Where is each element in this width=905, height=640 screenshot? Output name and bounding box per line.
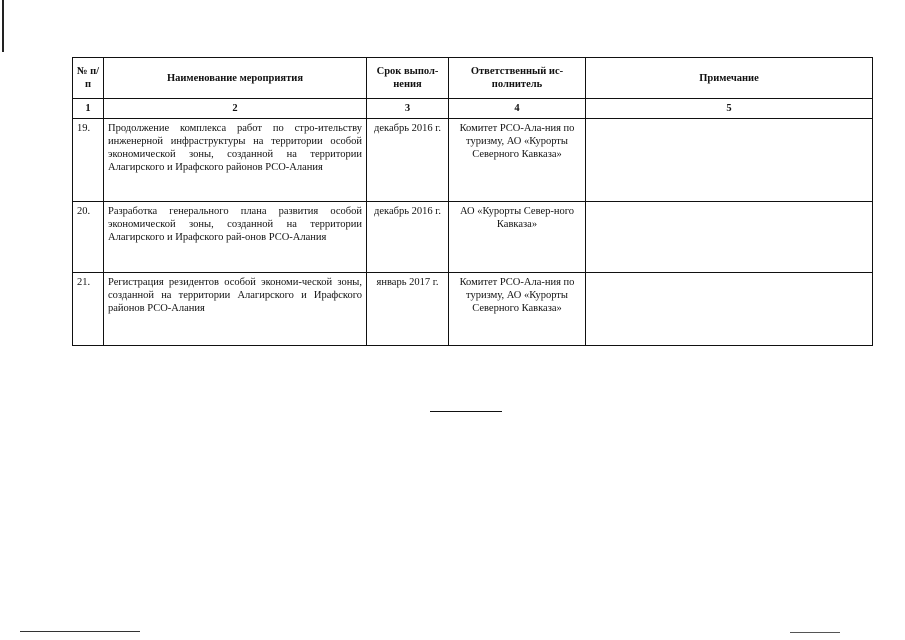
table-row xyxy=(73,119,873,202)
events-table xyxy=(72,57,873,346)
end-separator-line xyxy=(430,411,502,412)
deadline: январь 2017 г. xyxy=(367,273,449,346)
responsible: Комитет РСО-Ала-ния по туризму, АО «Курорты Северного Кавказа» xyxy=(449,273,586,346)
responsible: АО «Курорты Север-ного Кавказа» xyxy=(449,202,586,273)
note xyxy=(586,202,873,273)
header-number: № п/п xyxy=(73,58,104,99)
header-responsible: Ответственный ис-полнитель xyxy=(449,58,586,99)
note xyxy=(586,119,873,202)
scan-bottom-mark xyxy=(20,631,140,632)
header-row xyxy=(73,58,873,99)
header-event-name: Наименование мероприятия xyxy=(104,58,367,99)
event-name: Регистрация резидентов особой экономи-ческой зоны, созданной на территории Алагирского и Ирафского районов РСО-Алания xyxy=(104,273,367,346)
column-number: 2 xyxy=(104,99,367,119)
header-deadline: Срок выпол-нения xyxy=(367,58,449,99)
event-name: Продолжение комплекса работ по стро-ительству инженерной инфраструктуры на территории особой экономической зоны, созданной на территории Алагирского и Ирафского районов РСО-Алания xyxy=(104,119,367,202)
column-number-row xyxy=(73,99,873,119)
column-number: 3 xyxy=(367,99,449,119)
column-number: 5 xyxy=(586,99,873,119)
column-number: 1 xyxy=(73,99,104,119)
deadline: декабрь 2016 г. xyxy=(367,119,449,202)
row-number: 21. xyxy=(73,273,104,346)
scan-bottom-mark xyxy=(790,632,840,633)
table-row xyxy=(73,202,873,273)
table-row xyxy=(73,273,873,346)
responsible: Комитет РСО-Ала-ния по туризму, АО «Курорты Северного Кавказа» xyxy=(449,119,586,202)
header-note: Примечание xyxy=(586,58,873,99)
deadline: декабрь 2016 г. xyxy=(367,202,449,273)
event-name: Разработка генерального плана развития особой экономической зоны, созданной на территории Алагирского и Ирафского рай-онов РСО-Алания xyxy=(104,202,367,273)
column-number: 4 xyxy=(449,99,586,119)
scan-edge-mark xyxy=(2,0,4,52)
row-number: 20. xyxy=(73,202,104,273)
note xyxy=(586,273,873,346)
row-number: 19. xyxy=(73,119,104,202)
